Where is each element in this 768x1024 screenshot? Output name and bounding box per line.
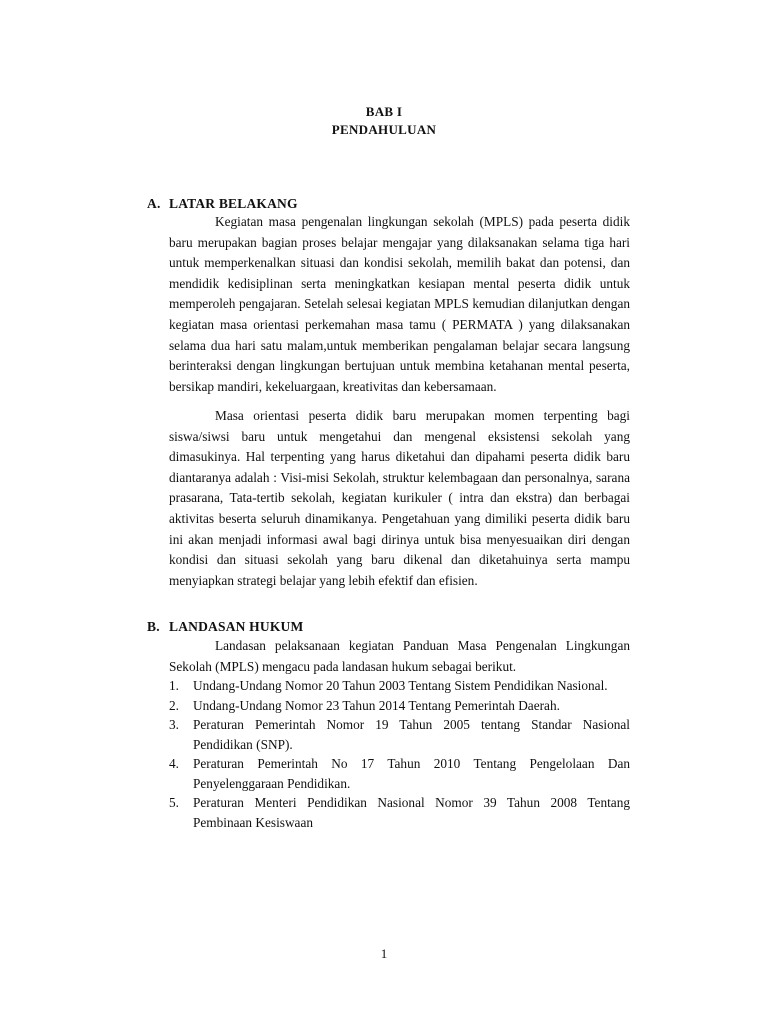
section-a-letter: A. [147, 196, 161, 211]
section-a-title: LATAR BELAKANG [169, 196, 298, 211]
section-b-intro: Landasan pelaksanaan kegiatan Panduan Masa Pengenalan Lingkungan Sekolah (MPLS) mengacu pada landasan hukum sebagai berikut. [169, 638, 630, 674]
legal-basis-list [169, 676, 630, 832]
section-a-paragraph-1: Kegiatan masa pengenalan lingkungan sekolah (MPLS) pada peserta didik baru merupakan bagian proses belajar mengajar yang dilaksanakan selama tiga hari untuk memperkenalkan situasi dan kondisi sekolah, memilih bakat dan potensi, dan mendidik kedisiplinan serta meningkatkan kesiapan mental peserta didik untuk memperoleh pengajaran. Setelah selesai kegiatan MPLS kemudian dilanjutkan dengan kegiatan masa orientasi perkemahan masa tamu ( PERMATA ) yang dilaksanakan selama dua hari satu malam,untuk memberikan pengalaman belajar secara langsung berinteraksi dengan lingkungan bertujuan untuk membina ketahanan mental peserta, bersikap mandiri, kekeluargaan, kreativitas dan kebersamaan. [169, 214, 630, 394]
list-item-number: 3. [169, 717, 179, 732]
list-item-text: Peraturan Menteri Pendidikan Nasional Nomor 39 Tahun 2008 Tentang Pembinaan Kesiswaan [193, 795, 630, 830]
list-item-number: 2. [169, 697, 179, 713]
section-a-paragraph-2: Masa orientasi peserta didik baru merupakan momen terpenting bagi siswa/siwsi baru untuk mengetahui dan mengenal eksistensi sekolah yang dimasukinya. Hal terpenting yang harus diketahui dan dipahami peserta didik baru diantaranya adalah : Visi-misi Sekolah, struktur kelembagaan dan personalnya, sarana prasarana, Tata-tertib sekolah, kegiatan kurikuler ( intra dan ekstra) dan berbagai aktivitas beserta seluruh dinamikanya. Pengetahuan yang dimiliki peserta didik baru ini akan menjadi informasi awal bagi dirinya untuk bisa menyesuaikan diri dengan kondisi dan situasi sekolah yang baru dikenal dan diketahuinya serta mampu menyiapkan strategi belajar yang lebih efektif dan efisien. [169, 408, 630, 588]
section-b-heading [147, 619, 303, 635]
list-item-number: 1. [169, 678, 179, 693]
list-item [169, 696, 630, 716]
list-item-text: Peraturan Pemerintah No 17 Tahun 2010 Tentang Pengelolaan Dan Penyelenggaraan Pendidikan. [193, 756, 630, 791]
list-item [169, 676, 630, 696]
list-item [169, 793, 630, 832]
chapter-number: BAB I [365, 104, 403, 119]
page-number: 1 [380, 946, 388, 961]
list-item-text: Undang-Undang Nomor 20 Tahun 2003 Tentang Sistem Pendidikan Nasional. [193, 678, 608, 693]
list-item-text: Undang-Undang Nomor 23 Tahun 2014 Tentang Pemerintah Daerah. [193, 697, 560, 713]
chapter-title: PENDAHULUAN [331, 122, 437, 137]
list-item-number: 5. [169, 795, 179, 810]
list-item [169, 754, 630, 793]
section-a-heading [147, 196, 298, 212]
list-item-number: 4. [169, 756, 179, 771]
list-item [169, 715, 630, 754]
list-item-text: Peraturan Pemerintah Nomor 19 Tahun 2005 tentang Standar Nasional Pendidikan (SNP). [193, 717, 630, 752]
section-b-letter: B. [147, 619, 160, 634]
section-b-title: LANDASAN HUKUM [169, 619, 304, 634]
